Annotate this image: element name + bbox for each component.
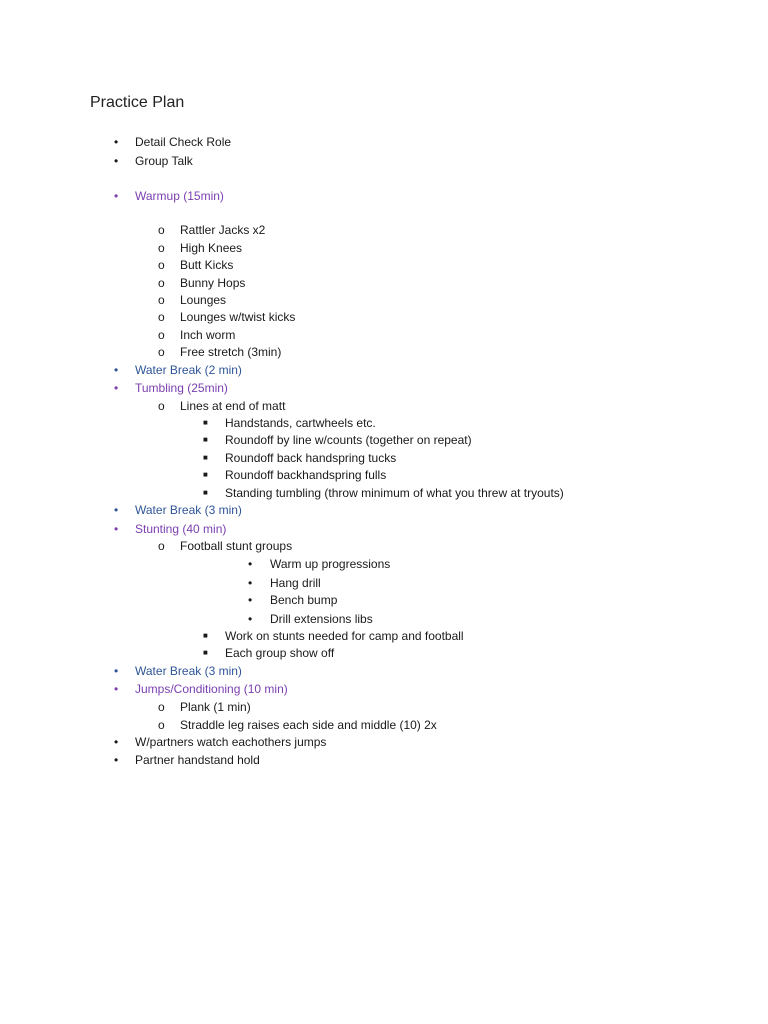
list-item-text: Roundoff by line w/counts (together on repeat) [225,433,472,447]
list-item-text: Partner handstand hold [135,753,260,767]
list-item-text: Football stunt groups [180,539,293,553]
square-bullet-icon: ■ [203,488,208,497]
list-item-text: Rattler Jacks x2 [180,223,266,237]
square-bullet-icon: ■ [203,418,208,427]
bullet-icon: • [248,612,253,626]
list-item-text: Plank (1 min) [180,700,251,714]
bullet-icon: • [114,682,119,696]
square-bullet-icon: ■ [203,453,208,462]
square-bullet-icon: ■ [203,631,208,640]
square-bullet-icon: ■ [203,648,208,657]
list-item-text: Each group show off [225,646,335,660]
list-item-text: Lounges w/twist kicks [180,310,296,324]
list-item-text: Warmup (15min) [135,189,224,203]
circle-bullet-icon: o [158,293,165,307]
circle-bullet-icon: o [158,399,165,413]
square-bullet-icon: ■ [203,470,208,479]
list-item-text: Group Talk [135,154,193,168]
bullet-icon: • [248,557,253,571]
list-item-text: Detail Check Role [135,135,232,149]
list-item-text: Handstands, cartwheels etc. [225,416,376,430]
square-bullet-icon: ■ [203,435,208,444]
list-item-text: Tumbling (25min) [135,381,228,395]
bullet-icon: • [114,735,119,749]
list-item-text: Roundoff backhandspring fulls [225,468,387,482]
list-item-text: Hang drill [270,576,321,590]
bullet-icon: • [114,503,119,517]
list-item-text: Butt Kicks [180,258,234,272]
list-item-text: Straddle leg raises each side and middle (10) 2x [180,718,437,732]
list-item-text: W/partners watch eachothers jumps [135,735,327,749]
bullet-icon: • [114,753,119,767]
list-item-text: Standing tumbling (throw minimum of what you threw at tryouts) [225,486,564,500]
circle-bullet-icon: o [158,700,165,714]
circle-bullet-icon: o [158,276,165,290]
list-item-text: Work on stunts needed for camp and football [225,629,464,643]
circle-bullet-icon: o [158,241,165,255]
list-item-text: Free stretch (3min) [180,345,282,359]
circle-bullet-icon: o [158,718,165,732]
bullet-icon: • [114,363,119,377]
list-item-text: Warm up progressions [270,557,391,571]
list-item-text: Lounges [180,293,227,307]
list-item-text: Drill extensions libs [270,612,373,626]
bullet-icon: • [114,522,119,536]
list-item-text: Water Break (3 min) [135,664,242,678]
bullet-icon: • [114,154,119,168]
list-item-text: Water Break (2 min) [135,363,242,377]
circle-bullet-icon: o [158,258,165,272]
bullet-icon: • [114,135,119,149]
bullet-icon: • [114,189,119,203]
circle-bullet-icon: o [158,223,165,237]
list-item-text: Bunny Hops [180,276,246,290]
list-item-text: High Knees [180,241,243,255]
list-item-text: Inch worm [180,328,236,342]
bullet-icon: • [114,381,119,395]
circle-bullet-icon: o [158,345,165,359]
circle-bullet-icon: o [158,539,165,553]
list-item-text: Bench bump [270,593,338,607]
list-item-text: Water Break (3 min) [135,503,242,517]
page-title: Practice Plan [90,94,185,111]
list-item-text: Stunting (40 min) [135,522,227,536]
bullet-icon: • [248,576,253,590]
list-item-text: Jumps/Conditioning (10 min) [135,682,288,696]
circle-bullet-icon: o [158,310,165,324]
bullet-icon: • [114,664,119,678]
bullet-icon: • [248,593,253,607]
circle-bullet-icon: o [158,328,165,342]
list-item-text: Lines at end of matt [180,399,286,413]
list-item-text: Roundoff back handspring tucks [225,451,397,465]
